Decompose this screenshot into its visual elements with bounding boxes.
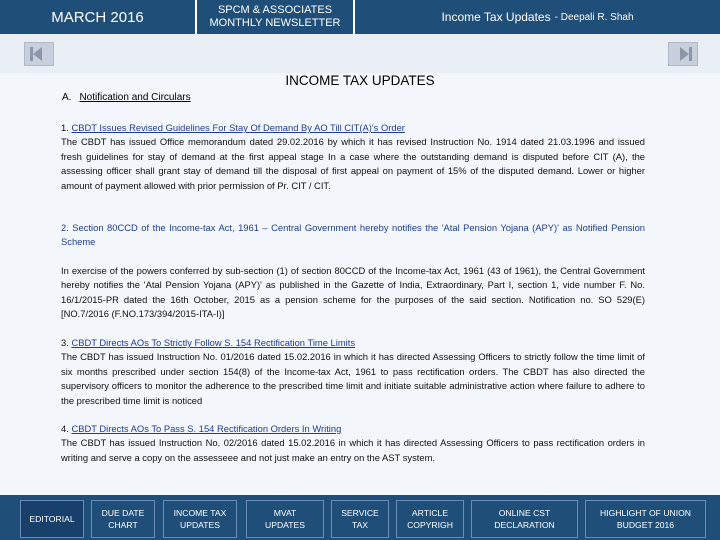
footer-mvat-updates-button[interactable]: MVAT UPDATES	[246, 500, 324, 538]
updates-section-title	[355, 0, 720, 34]
next-arrow-icon	[680, 47, 689, 61]
item-1	[61, 121, 645, 193]
nav-bar	[0, 34, 720, 73]
item-1-link[interactable]: CBDT Issues Revised Guidelines For Stay Of Demand By AO Till CIT(A)'s Order	[71, 122, 405, 133]
item-3-number: 3.	[61, 337, 69, 348]
page-title: INCOME TAX UPDATES	[285, 73, 435, 88]
issue-month: MARCH 2016	[51, 8, 144, 26]
section-heading	[62, 92, 191, 103]
newsletter-title: SPCM & ASSOCIATES MONTHLY NEWSLETTER	[195, 0, 355, 34]
footer-income-tax-updates-button[interactable]: INCOME TAX UPDATES	[163, 500, 237, 538]
item-2	[61, 264, 645, 322]
previous-page-button[interactable]	[24, 42, 54, 66]
footer-article-copyright-button[interactable]: ARTICLE COPYRIGH	[396, 500, 464, 538]
item-4	[61, 422, 645, 465]
footer-budget-highlights-button[interactable]: HIGHLIGHT OF UNION BUDGET 2016	[585, 500, 706, 538]
item-4-number: 4.	[61, 423, 69, 434]
updates-label: Income Tax Updates	[441, 10, 551, 24]
next-page-icon	[689, 47, 692, 61]
footer-service-tax-button[interactable]: SERVICE TAX	[331, 500, 389, 538]
previous-arrow-icon	[33, 47, 42, 61]
item-4-link[interactable]: CBDT Directs AOs To Pass S. 154 Rectification Orders In Writing	[71, 423, 342, 434]
item-1-number: 1.	[61, 122, 69, 133]
item-1-body: The CBDT has issued Office memorandum dated 29.02.2016 by which it has revised Instruction No. 1914 dated 21.03.1996 and issued fresh guidelines for stay of demand at the first appeal stage In a case where the outstanding demand is disputed before CIT (A), the assessing officer shall grant stay of demand till the disposal of first appeal on payment of 15% of the disputed demand. Lower or higher amount of payment allowed with prior permission of Pr. CIT / CIT.	[61, 136, 645, 191]
item-3-link[interactable]: CBDT Directs AOs To Strictly Follow S. 154 Rectification Time Limits	[71, 337, 356, 348]
item-2-heading-block	[61, 221, 645, 250]
footer-due-date-chart-button[interactable]: DUE DATE CHART	[91, 500, 155, 538]
item-2-body: In exercise of the powers conferred by sub-section (1) of section 80CCD of the Income-tax Act, 1961 (43 of 1961), the Central Government hereby notifies the 'Atal Pension Yojana (APY)' as published in the Gazette of India, Extraordinary, Part I, section 1, vide number F. No. 16/1/2015-PR dated the 16th October, 2015 as a pension scheme for the purposes of the said section. Notification no. SO 529(E) [NO.7/2016 (F.NO.173/394/2015-ITA-I)]	[61, 265, 645, 320]
footer-online-cst-declaration-button[interactable]: ONLINE CST DECLARATION	[471, 500, 578, 538]
footer-editorial-button[interactable]: EDITORIAL	[20, 500, 84, 538]
item-2-heading: 2. Section 80CCD of the Income-tax Act, 1961 – Central Government hereby notifies the 'Atal Pension Yojana (APY)' as Notified Pension Scheme	[61, 222, 645, 248]
item-4-body: The CBDT has issued Instruction No. 02/2016 dated 15.02.2016 in which it has directed Assessing Officers to pass rectification orders in writing and serve a copy on the assesseee and not just make an entry on the AST system.	[61, 437, 645, 463]
item-3	[61, 336, 645, 408]
item-3-body: The CBDT has issued Instruction No. 01/2016 dated 15.02.2016 in which it has directed Assessing Officers to strictly follow the time limit of six months prescribed under section 154(8) of the Income-tax Act, 1961 to pass rectification orders. The CBDT has also directed the supervisory officers to monitor the adherence to the prescribed time limit and initiate suitable administrative action where failure to adhere to the prescribed time limit is noticed	[61, 351, 645, 406]
section-prefix: A.	[62, 92, 72, 103]
next-page-button[interactable]	[668, 42, 698, 66]
section-label: Notification and Circulars	[79, 92, 191, 103]
author-name: - Deepali R. Shah	[554, 11, 634, 23]
